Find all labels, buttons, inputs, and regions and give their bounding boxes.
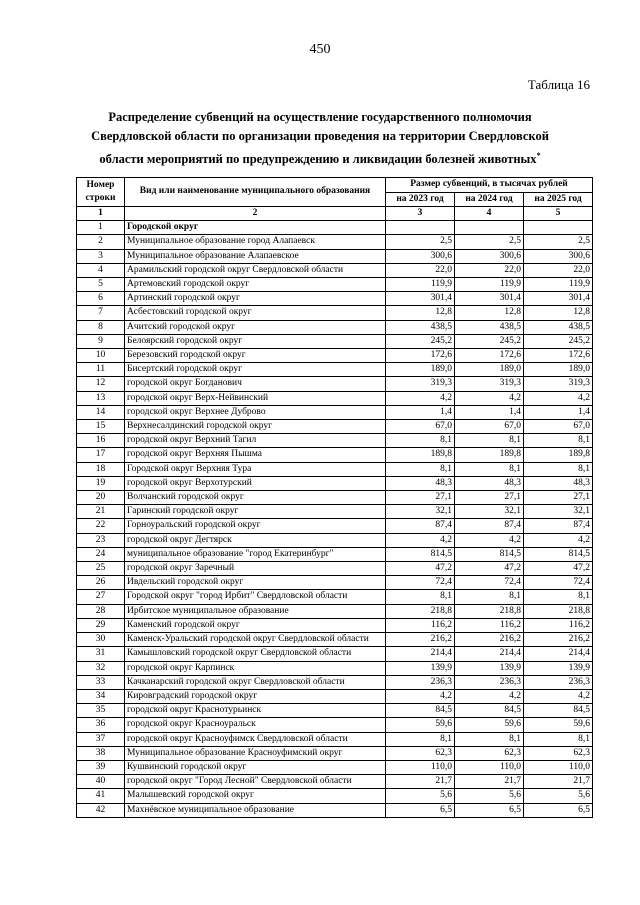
value-2023: 1,4 (386, 405, 455, 419)
value-2023: 59,6 (386, 718, 455, 732)
value-2025: 438,5 (524, 320, 593, 334)
value-2024: 21,7 (455, 775, 524, 789)
title-line: Свердловской области по организации проведения на территории Свердловской (91, 129, 549, 143)
title-line (70, 146, 570, 169)
value-2024: 59,6 (455, 718, 524, 732)
row-name: Муниципальное образование Алапаевское (125, 249, 386, 263)
row-name: городской округ Верхнее Дуброво (125, 405, 386, 419)
value-2025: 8,1 (524, 732, 593, 746)
table-row (77, 519, 593, 533)
value-2023: 438,5 (386, 320, 455, 334)
value-2025: 139,9 (524, 661, 593, 675)
value-2024: 245,2 (455, 334, 524, 348)
table-row (77, 462, 593, 476)
value-2025: 189,0 (524, 363, 593, 377)
table-row (77, 391, 593, 405)
header-col-number: 5 (524, 207, 593, 221)
row-name: Артинский городской округ (125, 292, 386, 306)
value-2025: 245,2 (524, 334, 593, 348)
row-name: городской округ Верх-Нейвинский (125, 391, 386, 405)
row-name: Городской округ "город Ирбит" Свердловской области (125, 590, 386, 604)
value-2025: 27,1 (524, 491, 593, 505)
value-2023: 218,8 (386, 604, 455, 618)
table-row (77, 562, 593, 576)
value-2023: 5,6 (386, 789, 455, 803)
value-2023: 84,5 (386, 704, 455, 718)
row-name: городской округ Заречный (125, 562, 386, 576)
value-2024: 214,4 (455, 647, 524, 661)
value-2024: 8,1 (455, 462, 524, 476)
value-2024: 4,2 (455, 533, 524, 547)
value-2023: 21,7 (386, 775, 455, 789)
row-number: 34 (77, 689, 125, 703)
value-2025: 84,5 (524, 704, 593, 718)
header-amount: Размер субвенций, в тысячах рублей (386, 178, 593, 193)
value-2024: 1,4 (455, 405, 524, 419)
value-2025 (524, 221, 593, 235)
row-name: городской округ Верхняя Пышма (125, 448, 386, 462)
table-row (77, 590, 593, 604)
value-2023: 814,5 (386, 547, 455, 561)
header-row-number: Номер строки (77, 178, 125, 207)
table-row (77, 689, 593, 703)
row-number: 18 (77, 462, 125, 476)
row-number: 24 (77, 547, 125, 561)
table-title (70, 108, 570, 169)
header-col-number: 4 (455, 207, 524, 221)
value-2024: 319,3 (455, 377, 524, 391)
value-2025: 8,1 (524, 590, 593, 604)
value-2023: 189,8 (386, 448, 455, 462)
row-number: 9 (77, 334, 125, 348)
value-2024: 4,2 (455, 689, 524, 703)
value-2024: 8,1 (455, 590, 524, 604)
value-2025: 59,6 (524, 718, 593, 732)
value-2025: 319,3 (524, 377, 593, 391)
row-name: Арамильский городской округ Свердловской области (125, 263, 386, 277)
value-2024: 62,3 (455, 746, 524, 760)
value-2025: 4,2 (524, 689, 593, 703)
row-number: 27 (77, 590, 125, 604)
value-2023: 27,1 (386, 491, 455, 505)
row-number: 33 (77, 675, 125, 689)
value-2024: 48,3 (455, 476, 524, 490)
value-2025: 8,1 (524, 434, 593, 448)
value-2025: 72,4 (524, 576, 593, 590)
table-row (77, 349, 593, 363)
row-name: Бисертский городской округ (125, 363, 386, 377)
value-2024: 87,4 (455, 519, 524, 533)
value-2025: 32,1 (524, 505, 593, 519)
value-2023: 245,2 (386, 334, 455, 348)
value-2025: 119,9 (524, 278, 593, 292)
value-2024: 8,1 (455, 434, 524, 448)
row-number: 31 (77, 647, 125, 661)
value-2024: 6,5 (455, 803, 524, 817)
table-body (77, 221, 593, 818)
value-2025: 47,2 (524, 562, 593, 576)
table-row (77, 405, 593, 419)
value-2024: 116,2 (455, 618, 524, 632)
value-2024: 119,9 (455, 278, 524, 292)
value-2025: 172,6 (524, 349, 593, 363)
value-2024: 110,0 (455, 760, 524, 774)
table-row (77, 221, 593, 235)
row-number: 1 (77, 221, 125, 235)
value-2024: 2,5 (455, 235, 524, 249)
value-2023: 87,4 (386, 519, 455, 533)
header-year-2023: на 2023 год (386, 192, 455, 207)
value-2025: 4,2 (524, 533, 593, 547)
value-2025: 116,2 (524, 618, 593, 632)
value-2023: 8,1 (386, 732, 455, 746)
value-2023: 2,5 (386, 235, 455, 249)
row-number: 42 (77, 803, 125, 817)
row-number: 13 (77, 391, 125, 405)
value-2023: 47,2 (386, 562, 455, 576)
table-row (77, 320, 593, 334)
row-name: Каменск-Уральский городской округ Свердловской области (125, 633, 386, 647)
row-name: городской округ Красноуфимск Свердловской области (125, 732, 386, 746)
value-2024: 12,8 (455, 306, 524, 320)
row-number: 22 (77, 519, 125, 533)
value-2023: 8,1 (386, 434, 455, 448)
value-2023: 172,6 (386, 349, 455, 363)
value-2025: 2,5 (524, 235, 593, 249)
value-2023: 189,0 (386, 363, 455, 377)
row-number: 20 (77, 491, 125, 505)
value-2025: 218,8 (524, 604, 593, 618)
value-2023: 4,2 (386, 533, 455, 547)
value-2023: 67,0 (386, 420, 455, 434)
table-row (77, 533, 593, 547)
row-name: городской округ Красноуральск (125, 718, 386, 732)
title-line-text: области мероприятий по предупреждению и ликвидации болезней животных (99, 152, 537, 167)
row-number: 32 (77, 661, 125, 675)
row-name: Ивдельский городской округ (125, 576, 386, 590)
value-2025: 216,2 (524, 633, 593, 647)
table-label: Таблица 16 (527, 77, 590, 92)
row-number: 21 (77, 505, 125, 519)
value-2023: 72,4 (386, 576, 455, 590)
row-name: Муниципальное образование город Алапаевск (125, 235, 386, 249)
value-2024: 32,1 (455, 505, 524, 519)
row-number: 17 (77, 448, 125, 462)
table-row (77, 306, 593, 320)
row-number: 2 (77, 235, 125, 249)
table-row (77, 718, 593, 732)
header-col-number: 1 (77, 207, 125, 221)
value-2025: 4,2 (524, 391, 593, 405)
value-2024: 47,2 (455, 562, 524, 576)
row-name: Волчанский городской округ (125, 491, 386, 505)
value-2024: 72,4 (455, 576, 524, 590)
value-2025: 21,7 (524, 775, 593, 789)
value-2023: 48,3 (386, 476, 455, 490)
table-row (77, 789, 593, 803)
row-number: 5 (77, 278, 125, 292)
value-2024: 438,5 (455, 320, 524, 334)
row-name: Белоярский городской округ (125, 334, 386, 348)
header-col-number: 2 (125, 207, 386, 221)
value-2025: 814,5 (524, 547, 593, 561)
title-footnote-mark: * (536, 151, 541, 160)
value-2024: 216,2 (455, 633, 524, 647)
header-col-number: 3 (386, 207, 455, 221)
table-row (77, 420, 593, 434)
table-row (77, 292, 593, 306)
value-2025: 110,0 (524, 760, 593, 774)
header-year-2024: на 2024 год (455, 192, 524, 207)
subsidy-table (76, 177, 593, 818)
table-row (77, 363, 593, 377)
value-2025: 48,3 (524, 476, 593, 490)
row-number: 26 (77, 576, 125, 590)
value-2025: 8,1 (524, 462, 593, 476)
row-name: Малышевский городской округ (125, 789, 386, 803)
value-2023: 119,9 (386, 278, 455, 292)
row-number: 30 (77, 633, 125, 647)
table-row (77, 547, 593, 561)
table-row (77, 760, 593, 774)
value-2024: 218,8 (455, 604, 524, 618)
row-number: 4 (77, 263, 125, 277)
row-number: 39 (77, 760, 125, 774)
value-2024: 301,4 (455, 292, 524, 306)
row-name: Гаринский городской округ (125, 505, 386, 519)
row-number: 6 (77, 292, 125, 306)
row-name: городской округ Краснотурьинск (125, 704, 386, 718)
row-name: Городской округ Верхняя Тура (125, 462, 386, 476)
value-2025: 301,4 (524, 292, 593, 306)
row-number: 14 (77, 405, 125, 419)
page-number: 450 (309, 42, 331, 57)
row-name: Кировградский городской округ (125, 689, 386, 703)
row-number: 40 (77, 775, 125, 789)
row-number: 28 (77, 604, 125, 618)
row-name: Березовский городской округ (125, 349, 386, 363)
row-name: Муниципальное образование Красноуфимский округ (125, 746, 386, 760)
title-line: Распределение субвенций на осуществление государственного полномочия (108, 110, 532, 124)
row-number: 10 (77, 349, 125, 363)
table-row (77, 476, 593, 490)
row-name: Махнёвское муниципальное образование (125, 803, 386, 817)
table-row (77, 661, 593, 675)
row-name: Артемовский городской округ (125, 278, 386, 292)
table-row (77, 647, 593, 661)
row-name: Ирбитское муниципальное образование (125, 604, 386, 618)
table-row (77, 278, 593, 292)
row-number: 11 (77, 363, 125, 377)
value-2024: 4,2 (455, 391, 524, 405)
row-name: муниципальное образование "город Екатеринбург" (125, 547, 386, 561)
table-row (77, 618, 593, 632)
value-2025: 62,3 (524, 746, 593, 760)
table-row (77, 448, 593, 462)
header-name: Вид или наименование муниципального образования (125, 178, 386, 207)
table-row (77, 633, 593, 647)
table-row (77, 491, 593, 505)
table-row (77, 434, 593, 448)
value-2025: 6,5 (524, 803, 593, 817)
row-name: Верхнесалдинский городской округ (125, 420, 386, 434)
row-number: 8 (77, 320, 125, 334)
row-number: 36 (77, 718, 125, 732)
row-name: городской округ Карпинск (125, 661, 386, 675)
value-2024: 236,3 (455, 675, 524, 689)
value-2023: 236,3 (386, 675, 455, 689)
row-name: Кушвинский городской округ (125, 760, 386, 774)
row-name: Качканарский городской округ Свердловской области (125, 675, 386, 689)
value-2023: 301,4 (386, 292, 455, 306)
table-row (77, 249, 593, 263)
table-row (77, 675, 593, 689)
value-2023: 4,2 (386, 391, 455, 405)
value-2023: 300,6 (386, 249, 455, 263)
value-2024: 172,6 (455, 349, 524, 363)
table-row (77, 576, 593, 590)
value-2025: 189,8 (524, 448, 593, 462)
value-2025: 22,0 (524, 263, 593, 277)
row-number: 38 (77, 746, 125, 760)
row-name: Асбестовский городской округ (125, 306, 386, 320)
table-row (77, 334, 593, 348)
row-number: 41 (77, 789, 125, 803)
row-number: 23 (77, 533, 125, 547)
row-number: 7 (77, 306, 125, 320)
value-2025: 67,0 (524, 420, 593, 434)
table-row (77, 704, 593, 718)
value-2023: 62,3 (386, 746, 455, 760)
table-row (77, 235, 593, 249)
table-row (77, 732, 593, 746)
value-2024: 300,6 (455, 249, 524, 263)
row-number: 15 (77, 420, 125, 434)
row-number: 29 (77, 618, 125, 632)
row-number: 25 (77, 562, 125, 576)
value-2025: 12,8 (524, 306, 593, 320)
row-name: Городской округ (125, 221, 386, 235)
row-name: городской округ Верхотурский (125, 476, 386, 490)
row-number: 16 (77, 434, 125, 448)
value-2024: 22,0 (455, 263, 524, 277)
value-2023: 214,4 (386, 647, 455, 661)
table-row (77, 803, 593, 817)
table-row (77, 505, 593, 519)
value-2023: 4,2 (386, 689, 455, 703)
table-row (77, 263, 593, 277)
value-2023: 8,1 (386, 590, 455, 604)
value-2025: 5,6 (524, 789, 593, 803)
row-name: Каменский городской округ (125, 618, 386, 632)
value-2023: 8,1 (386, 462, 455, 476)
row-name: городской округ "Город Лесной" Свердловской области (125, 775, 386, 789)
value-2025: 87,4 (524, 519, 593, 533)
row-name: Горноуральский городской округ (125, 519, 386, 533)
row-name: городской округ Дегтярск (125, 533, 386, 547)
value-2023: 22,0 (386, 263, 455, 277)
value-2023: 12,8 (386, 306, 455, 320)
row-name: городской округ Верхний Тагил (125, 434, 386, 448)
value-2023: 319,3 (386, 377, 455, 391)
value-2025: 236,3 (524, 675, 593, 689)
value-2024: 67,0 (455, 420, 524, 434)
value-2024: 814,5 (455, 547, 524, 561)
value-2025: 300,6 (524, 249, 593, 263)
value-2023 (386, 221, 455, 235)
table-row (77, 775, 593, 789)
table-row (77, 377, 593, 391)
value-2023: 110,0 (386, 760, 455, 774)
header-year-2025: на 2025 год (524, 192, 593, 207)
value-2025: 214,4 (524, 647, 593, 661)
row-name: городской округ Богданович (125, 377, 386, 391)
value-2023: 139,9 (386, 661, 455, 675)
row-number: 3 (77, 249, 125, 263)
value-2023: 216,2 (386, 633, 455, 647)
row-number: 35 (77, 704, 125, 718)
value-2024: 189,0 (455, 363, 524, 377)
row-name: Камышловский городской округ Свердловской области (125, 647, 386, 661)
value-2023: 6,5 (386, 803, 455, 817)
value-2025: 1,4 (524, 405, 593, 419)
row-number: 37 (77, 732, 125, 746)
value-2023: 116,2 (386, 618, 455, 632)
table-row (77, 604, 593, 618)
value-2024: 8,1 (455, 732, 524, 746)
value-2024: 84,5 (455, 704, 524, 718)
row-number: 19 (77, 476, 125, 490)
value-2024: 139,9 (455, 661, 524, 675)
value-2024: 189,8 (455, 448, 524, 462)
value-2024: 5,6 (455, 789, 524, 803)
value-2024 (455, 221, 524, 235)
value-2024: 27,1 (455, 491, 524, 505)
row-number: 12 (77, 377, 125, 391)
table-row (77, 746, 593, 760)
value-2023: 32,1 (386, 505, 455, 519)
row-name: Ачитский городской округ (125, 320, 386, 334)
